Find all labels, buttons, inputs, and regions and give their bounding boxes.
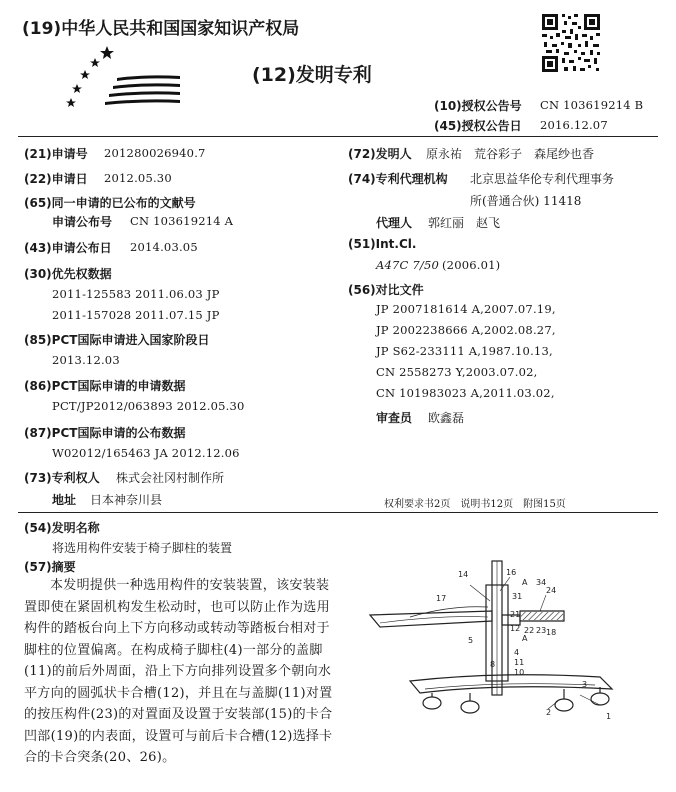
pct-entry-value: 2013.12.03: [52, 353, 120, 367]
ref-entry: JP S62-233111 A,1987.10.13,: [376, 344, 553, 358]
drawing-label: 3: [582, 680, 588, 689]
agency-line-1: 北京思益华伦专利代理事务: [470, 172, 615, 186]
inventor-label: (72)发明人: [348, 147, 412, 161]
pct-entry-label: (85)PCT国际申请进入国家阶段日: [24, 333, 210, 347]
abstract-text: 本发明提供一种选用构件的安装装置，该安装装置即使在紧固机构发生松动时，也可以防止作为选用构件的踏板台向上下方向移动或转动等踏板台相对于脚柱的位置偏离。在构成椅子脚柱(4)一部分的盖脚(11)的前后外周面，沿上下方向排列设置多个朝向水平方向的圆弧状卡合槽(12)，并且在与盖脚(11)对置的按压构件(23)的对置面及设置于安装部(15)的卡合凹部(19)的内表面，设置可与前后卡合槽(12)选择卡合的卡合突条(20、26)。: [24, 578, 333, 765]
drawing-label: 12: [510, 624, 521, 633]
drawing-label: 11: [514, 658, 525, 667]
header-divider: [18, 136, 658, 137]
pct-pub-label: (87)PCT国际申请的公布数据: [24, 426, 186, 440]
drawing-label: 21: [510, 610, 521, 619]
same-app-label: (65)同一申请的已公布的文献号: [24, 196, 196, 210]
examiner-label: 审查员: [376, 411, 413, 425]
drawing-label: 34: [536, 578, 547, 587]
inventor-value: 原永祐 荒谷彩子 森尾纱也香: [426, 147, 595, 161]
invention-title: 将选用构件安装于椅子脚柱的装置: [52, 541, 233, 555]
pct-app-value: PCT/JP2012/063893 2012.05.30: [52, 399, 245, 413]
pub-date-label: (43)申请公布日: [24, 241, 112, 255]
priority-entry-1: 2011-125583 2011.06.03 JP: [52, 287, 220, 301]
drawing-label: 23: [536, 626, 547, 635]
grant-pub-value: CN 103619214 B: [540, 98, 644, 112]
drawing-label: 24: [546, 586, 557, 595]
pct-app-label: (86)PCT国际申请的申请数据: [24, 379, 186, 393]
same-app-sub-label: 申请公布号: [52, 215, 113, 229]
app-date-value: 2012.05.30: [104, 171, 172, 185]
refs-label: (56)对比文件: [348, 283, 424, 297]
address-label: 地址: [52, 493, 77, 507]
grant-date-value: 2016.12.07: [540, 118, 608, 132]
drawing-label: 18: [546, 628, 557, 637]
drawing-label: 22: [524, 626, 535, 635]
office-logo-icon: [55, 40, 185, 120]
intcl-code: A47C 7/50: [376, 258, 440, 272]
agency-line-2: 所(普通合伙) 11418: [470, 194, 582, 208]
grant-date-label: (45)授权公告日: [434, 119, 522, 133]
drawing-label: 17: [436, 594, 447, 603]
pct-pub-value: W02012/165463 JA 2012.12.06: [52, 446, 240, 460]
drawing-label: 10: [514, 668, 525, 677]
priority-entry-2: 2011-157028 2011.07.15 JP: [52, 308, 220, 322]
ref-entry: JP 2002238666 A,2002.08.27,: [376, 323, 556, 337]
patentee-label: (73)专利权人: [24, 471, 100, 485]
drawing-label: 14: [458, 570, 469, 579]
drawing-label: 16: [506, 568, 517, 577]
title-label: (54)发明名称: [24, 521, 100, 535]
document-type: (12)发明专利: [252, 64, 372, 86]
drawing-label: A: [522, 578, 528, 587]
drawing-label: 31: [512, 592, 523, 601]
drawing-label: 4: [514, 648, 520, 657]
drawing-label: 2: [546, 708, 552, 717]
drawing-label: A: [522, 634, 528, 643]
drawing-label: 5: [468, 636, 474, 645]
app-no-label: (21)申请号: [24, 147, 88, 161]
intcl-label: (51)Int.Cl.: [348, 237, 417, 251]
app-no-value: 201280026940.7: [104, 146, 206, 160]
abstract-label: (57)摘要: [24, 560, 76, 574]
ref-entry: JP 2007181614 A,2007.07.19,: [376, 302, 556, 316]
address-value: 日本神奈川县: [90, 493, 163, 507]
ref-entry: CN 2558273 Y,2003.07.02,: [376, 365, 538, 379]
office-name: (19)中华人民共和国国家知识产权局: [22, 19, 300, 39]
same-app-value: CN 103619214 A: [130, 214, 234, 228]
pub-date-value: 2014.03.05: [130, 240, 198, 254]
patent-drawing: [350, 555, 660, 735]
intcl-version: (2006.01): [442, 258, 501, 272]
grant-pub-label: (10)授权公告号: [434, 99, 522, 113]
qr-code: [540, 12, 602, 74]
app-date-label: (22)申请日: [24, 172, 88, 186]
section-divider: [18, 512, 658, 513]
drawing-label: 1: [606, 712, 612, 721]
examiner-value: 欧鑫磊: [428, 411, 465, 425]
agent-label: 代理人: [376, 216, 413, 230]
priority-label: (30)优先权数据: [24, 267, 112, 281]
patentee-value: 株式会社冈村制作所: [116, 471, 225, 485]
page-counts: 权利要求书2页 说明书12页 附图15页: [384, 499, 566, 510]
drawing-label: 8: [490, 660, 496, 669]
agency-label: (74)专利代理机构: [348, 172, 448, 186]
ref-entry: CN 101983023 A,2011.03.02,: [376, 386, 555, 400]
agent-value: 郭红丽 赵飞: [428, 216, 501, 230]
